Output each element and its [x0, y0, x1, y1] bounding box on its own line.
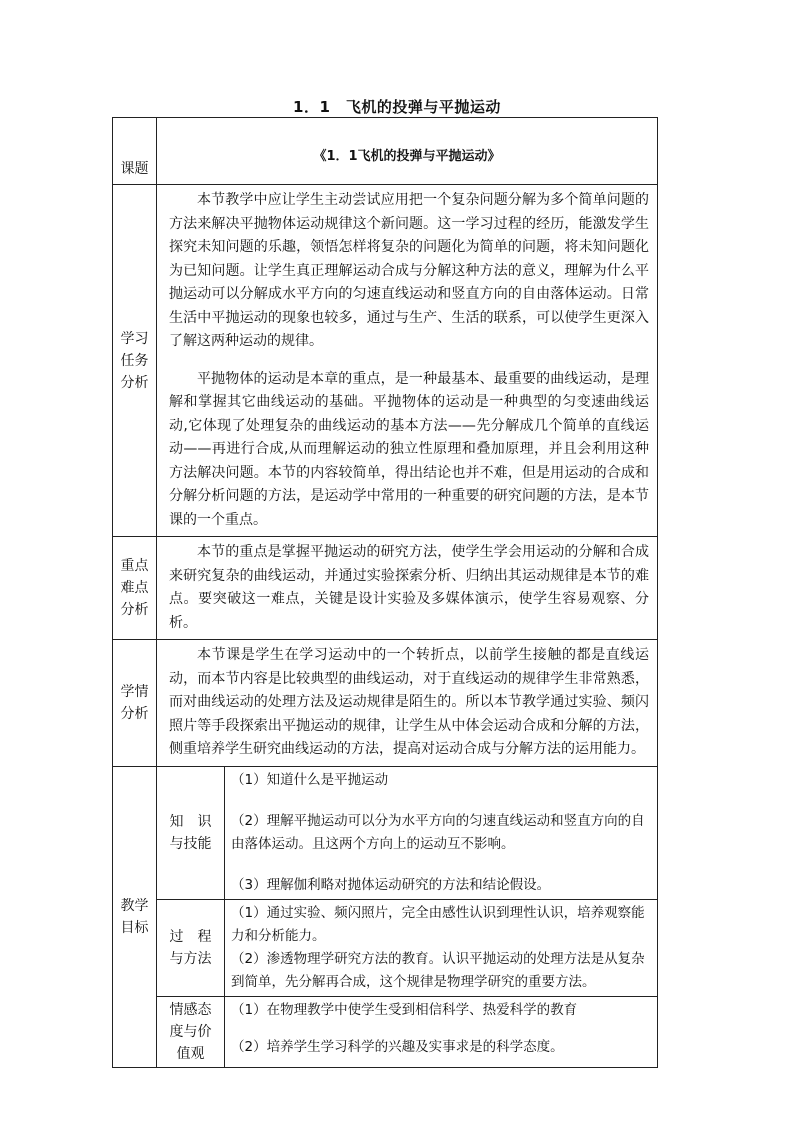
task-content — [157, 185, 658, 537]
attitude-content — [225, 997, 658, 1068]
knowledge-item: （2）理解平抛运动可以分为水平方向的匀速直线运动和竖直方向的自由落体运动。且这两个方向上的运动互不影响。 — [231, 813, 645, 852]
process-label-line: 过 程 — [169, 929, 212, 945]
attitude-item: （1）在物理教学中使学生受到相信科学、热爱科学的教育 — [231, 1002, 578, 1018]
key-label-line: 分析 — [120, 602, 149, 618]
knowledge-label-line: 知 识 — [169, 814, 212, 830]
row-student — [113, 640, 658, 767]
knowledge-content — [225, 767, 658, 900]
process-item: （1）通过实验、频闪照片，完全由感性认识到理性认识，培养观察能力和分析能力。 — [231, 905, 645, 944]
attitude-label-line: 情感态 — [169, 1002, 212, 1018]
student-label-line: 分析 — [120, 706, 149, 722]
row-key — [113, 537, 658, 640]
task-label-line: 学习 — [120, 330, 149, 347]
page-title: 1．1 飞机的投弹与平抛运动 — [293, 98, 501, 116]
process-item: （2）渗透物理学研究方法的教育。认识平抛运动的处理方法是从复杂到简单，先分解再合成，这个规律是物理学研究的重要方法。 — [231, 951, 645, 990]
row-course — [113, 118, 658, 185]
key-paragraph: 本节的重点是掌握平抛运动的研究方法，使学生学会用运动的分解和合成来研究复杂的曲线运动，并通过实验探索分析、归纳出其运动规律是本节的难点。要突破这一难点，关键是设计实验及多媒体演示，使学生容易观察、分析。 — [169, 544, 649, 631]
goals-label-line: 目标 — [120, 920, 149, 936]
knowledge-label-line: 与技能 — [169, 836, 212, 852]
student-paragraph: 本节课是学生在学习运动中的一个转折点，以前学生接触的都是直线运动，而本节内容是比较典型的曲线运动，对于直线运动的规律学生非常熟悉，而对曲线运动的处理方法及运动规律是陌生的。所以本节教学通过实验、频闪照片等手段探索出平抛运动的规律，让学生从中体会运动合成和分解的方法，侧重培养学生研究曲线运动的方法，提高对运动合成与分解方法的运用能力。 — [169, 647, 649, 758]
goals-label-line: 教学 — [120, 898, 149, 914]
row-task — [113, 185, 658, 537]
student-label — [113, 640, 157, 767]
task-label — [113, 185, 157, 537]
knowledge-item: （3）理解伽利略对抛体运动研究的方法和结论假设。 — [231, 877, 551, 893]
process-label — [157, 900, 225, 997]
student-content — [157, 640, 658, 767]
task-label-line: 分析 — [120, 374, 149, 391]
row-goal-process — [113, 900, 658, 997]
key-label-line: 难点 — [120, 580, 149, 596]
key-label — [113, 537, 157, 640]
attitude-label-line: 值观 — [176, 1046, 205, 1062]
student-label-line: 学情 — [120, 684, 149, 700]
key-content — [157, 537, 658, 640]
task-label-line: 任务 — [120, 352, 149, 369]
course-value: 《1．1飞机的投弹与平抛运动》 — [157, 118, 658, 185]
process-label-line: 与方法 — [169, 951, 212, 967]
task-paragraph: 平抛物体的运动是本章的重点，是一种最基本、最重要的曲线运动，是理解和掌握其它曲线运动的基础。平抛物体的运动是一种典型的匀变速曲线运动,它体现了处理复杂的曲线运动的基本方法——先分解成几个简单的直线运动——再进行合成,从而理解运动的独立性原理和叠加原理，并且会利用这种方法解决问题。本节的内容较简单，得出结论也并不难，但是用运动的合成和分解分析问题的方法，是运动学中常用的一种重要的研究问题的方法，是本节课的一个重点。 — [169, 370, 649, 528]
task-paragraph: 本节教学中应让学生主动尝试应用把一个复杂问题分解为多个简单问题的方法来解决平抛物体运动规律这个新问题。这一学习过程的经历，能激发学生探究未知问题的乐趣，领悟怎样将复杂的问题化为简单的问题，将未知问题化为已知问题。让学生真正理解运动合成与分解这种方法的意义，理解为什么平抛运动可以分解成水平方向的匀速直线运动和竖直方向的自由落体运动。日常生活中平抛运动的现象也较多，通过与生产、生活的联系，可以使学生更深入了解这两种运动的规律。 — [169, 192, 649, 349]
goals-label — [113, 767, 157, 1068]
course-label: 课题 — [113, 118, 157, 185]
row-goal-knowledge — [113, 767, 658, 900]
attitude-item: （2）培养学生学习科学的兴趣及实事求是的科学态度。 — [231, 1039, 564, 1055]
key-label-line: 重点 — [120, 558, 149, 574]
lesson-plan-table — [112, 117, 658, 1068]
knowledge-label — [157, 767, 225, 900]
knowledge-item: （1）知道什么是平抛运动 — [231, 772, 389, 788]
process-content — [225, 900, 658, 997]
attitude-label-line: 度与价 — [169, 1024, 212, 1040]
row-goal-attitude — [113, 997, 658, 1068]
attitude-label — [157, 997, 225, 1068]
